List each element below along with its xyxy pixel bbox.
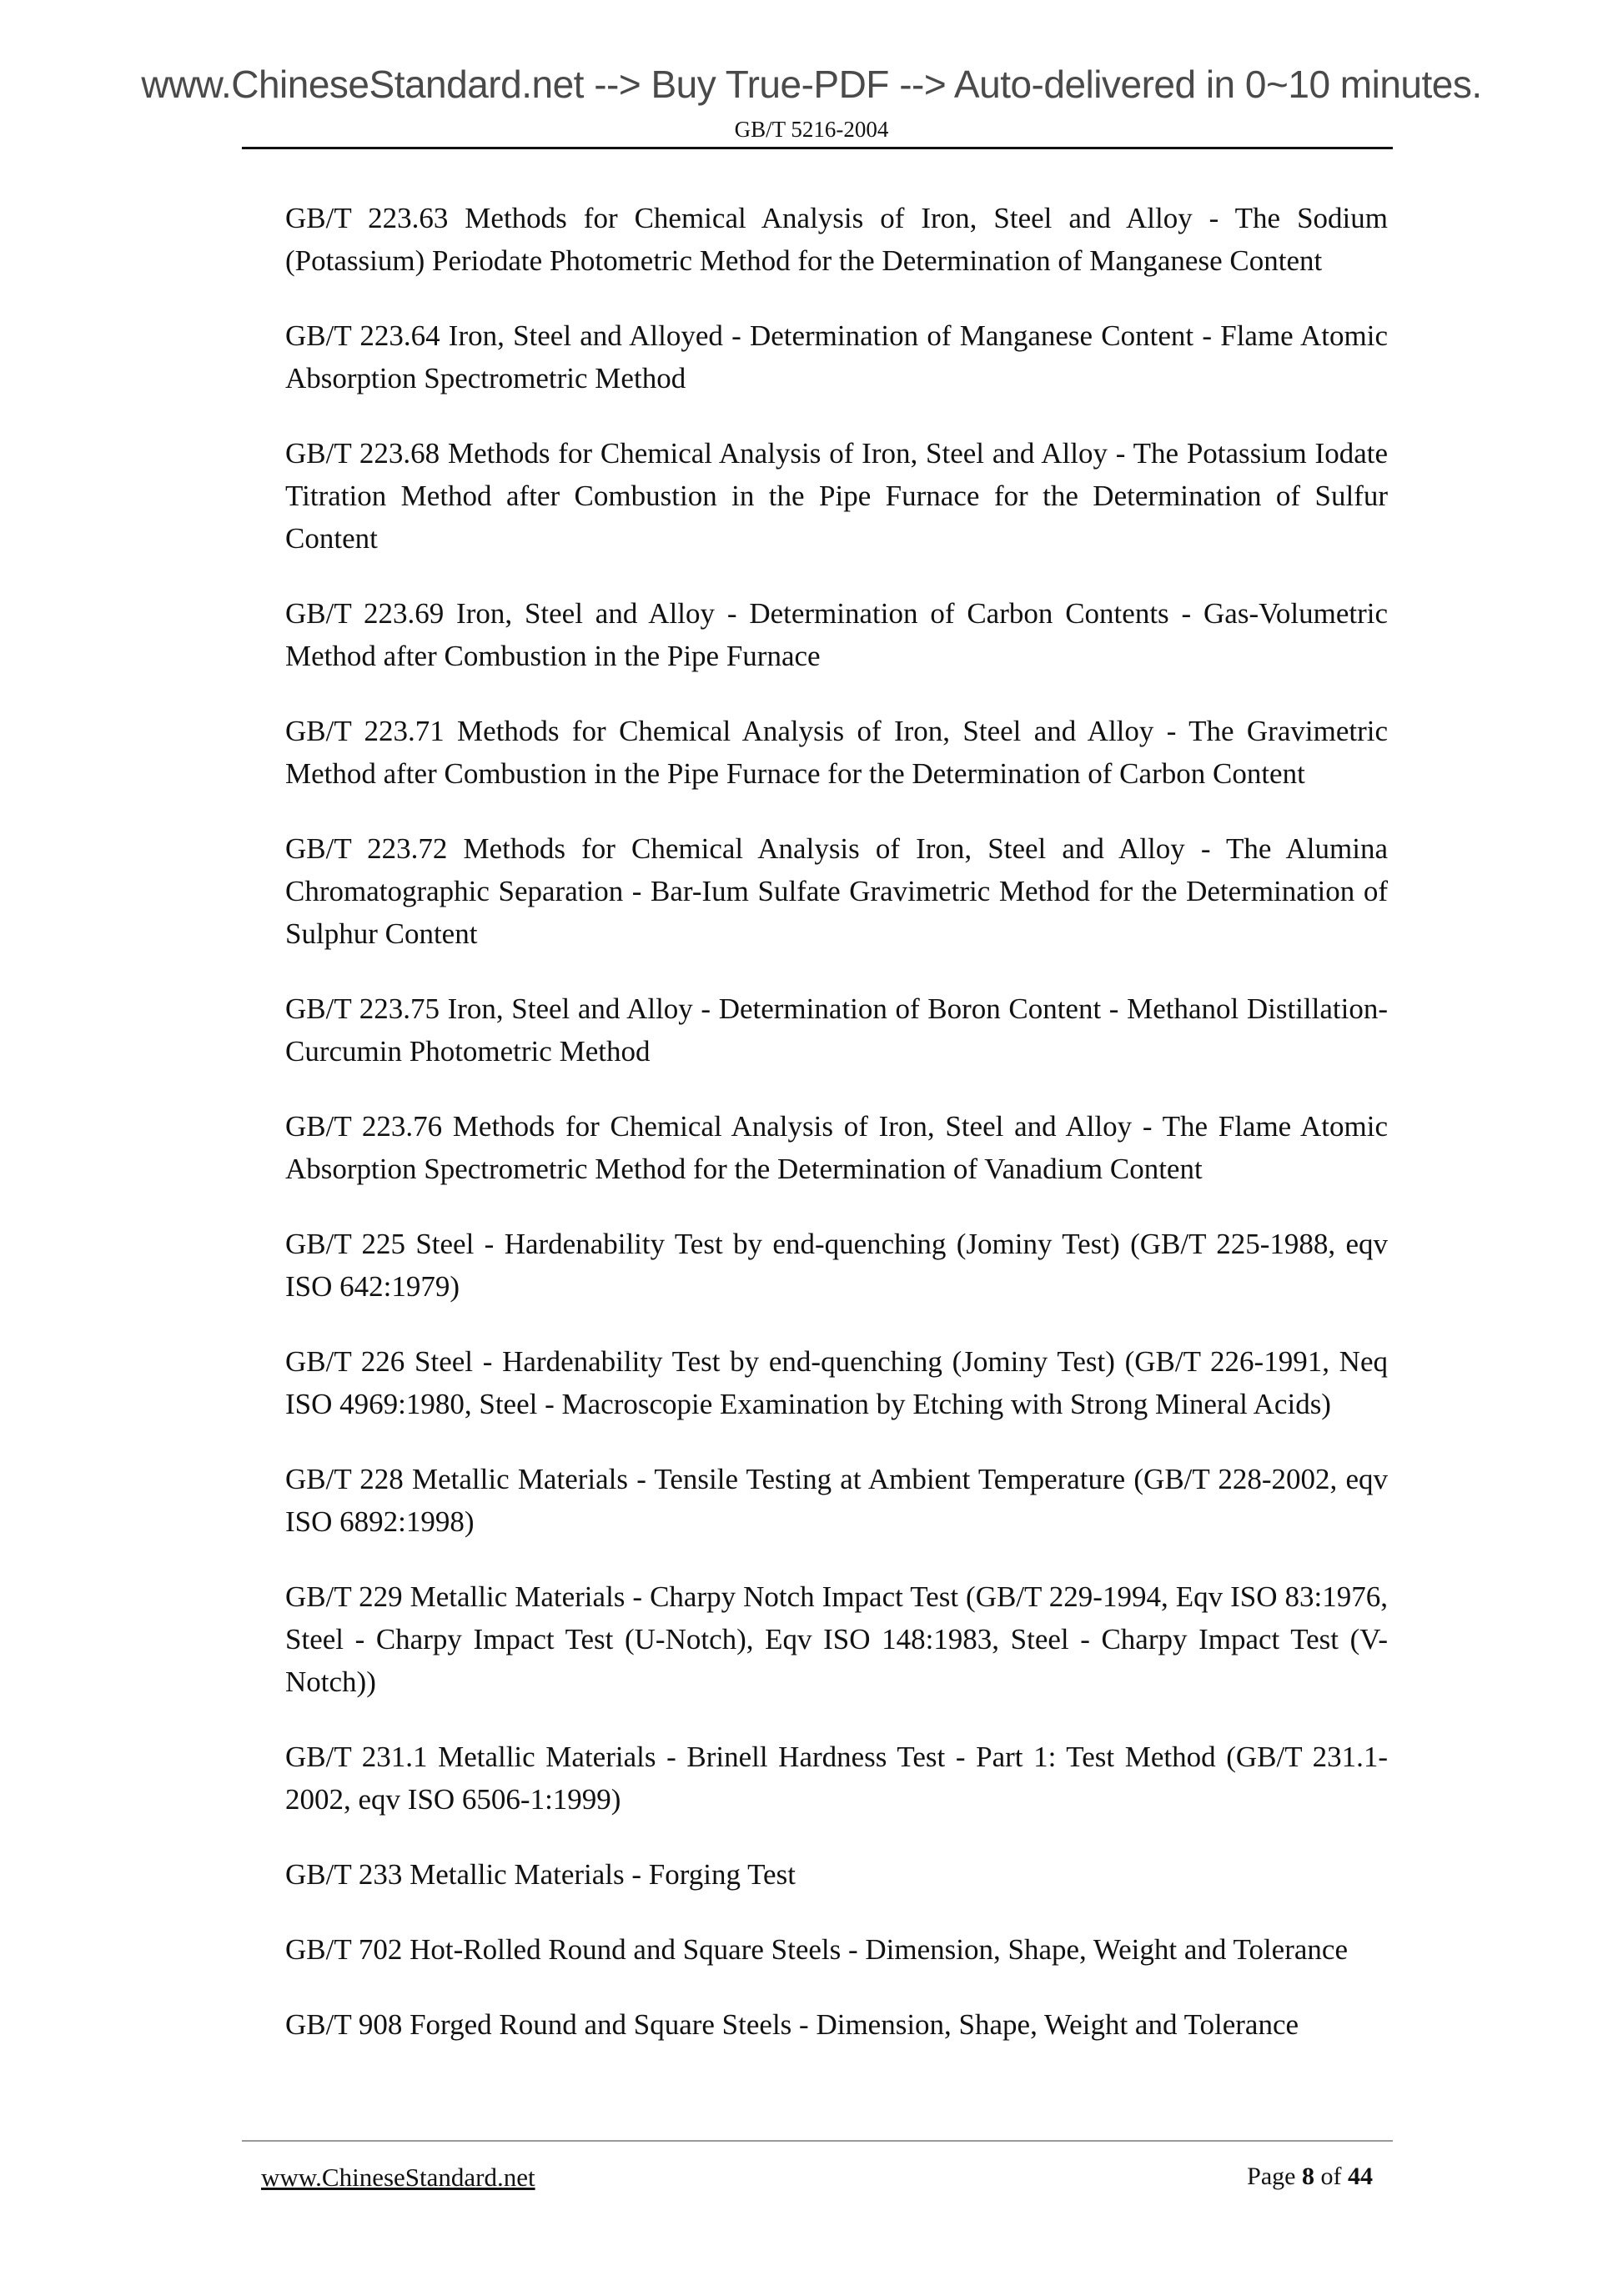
reference-item: GB/T 223.68 Methods for Chemical Analysis of Iron, Steel and Alloy - The Potassium Iodate Titration Method after Combustion in the Pipe Furnace for the Determination of Sulfur Content <box>285 437 1388 555</box>
footer-site-link[interactable]: www.ChineseStandard.net <box>261 2163 535 2192</box>
reference-item: GB/T 223.64 Iron, Steel and Alloyed - Determination of Manganese Content - Flame Atomic Absorption Spectrometric Method <box>285 319 1388 394</box>
reference-item: GB/T 223.63 Methods for Chemical Analysis of Iron, Steel and Alloy - The Sodium (Potassium) Periodate Photometric Method for the Determination of Manganese Content <box>285 202 1388 277</box>
reference-item: GB/T 225 Steel - Hardenability Test by end-quenching (Jominy Test) (GB/T 225-1988, eqv ISO 642:1979) <box>285 1228 1388 1303</box>
document-id: GB/T 5216-2004 <box>734 117 889 142</box>
reference-item: GB/T 233 Metallic Materials - Forging Test <box>285 1858 796 1891</box>
reference-item: GB/T 223.76 Methods for Chemical Analysis of Iron, Steel and Alloy - The Flame Atomic Absorption Spectrometric Method for the Determination of Vanadium Content <box>285 1110 1388 1185</box>
reference-item: GB/T 702 Hot-Rolled Round and Square Steels - Dimension, Shape, Weight and Tolerance <box>285 1933 1348 1966</box>
page-number <box>1247 2163 1373 2191</box>
reference-item: GB/T 223.69 Iron, Steel and Alloy - Determination of Carbon Contents - Gas-Volumetric Method after Combustion in the Pipe Furnace <box>285 597 1388 672</box>
reference-list <box>285 197 1388 2078</box>
reference-item: GB/T 223.71 Methods for Chemical Analysis of Iron, Steel and Alloy - The Gravimetric Method after Combustion in the Pipe Furnace for the Determination of Carbon Content <box>285 715 1388 790</box>
footer-divider <box>242 2140 1393 2142</box>
reference-item: GB/T 228 Metallic Materials - Tensile Testing at Ambient Temperature (GB/T 228-2002, eqv ISO 6892:1998) <box>285 1463 1388 1538</box>
reference-item: GB/T 226 Steel - Hardenability Test by end-quenching (Jominy Test) (GB/T 226-1991, Neq ISO 4969:1980, Steel - Macroscopie Examination by Etching with Strong Mineral Acids) <box>285 1345 1388 1420</box>
reference-item: GB/T 223.75 Iron, Steel and Alloy - Determination of Boron Content - Methanol Distillation-Curcumin Photometric Method <box>285 992 1388 1068</box>
page-of: of <box>1320 2163 1342 2190</box>
reference-item: GB/T 908 Forged Round and Square Steels - Dimension, Shape, Weight and Tolerance <box>285 2008 1299 2041</box>
promo-banner[interactable]: www.ChineseStandard.net --> Buy True-PDF --> Auto-delivered in 0~10 minutes. <box>141 63 1482 106</box>
page-prefix: Page <box>1247 2163 1296 2190</box>
page-total: 44 <box>1348 2163 1373 2190</box>
header-divider <box>242 147 1393 149</box>
reference-item: GB/T 223.72 Methods for Chemical Analysis of Iron, Steel and Alloy - The Alumina Chromatographic Separation - Bar-Ium Sulfate Gravimetric Method for the Determination of Sulphur Content <box>285 832 1388 950</box>
reference-item: GB/T 231.1 Metallic Materials - Brinell Hardness Test - Part 1: Test Method (GB/T 231.1-2002, eqv ISO 6506-1:1999) <box>285 1741 1388 1816</box>
page-current: 8 <box>1302 2163 1314 2190</box>
reference-item: GB/T 229 Metallic Materials - Charpy Notch Impact Test (GB/T 229-1994, Eqv ISO 83:1976, Steel - Charpy Impact Test (U-Notch), Eqv ISO 148:1983, Steel - Charpy Impact Test (V-Notch)) <box>285 1580 1388 1698</box>
